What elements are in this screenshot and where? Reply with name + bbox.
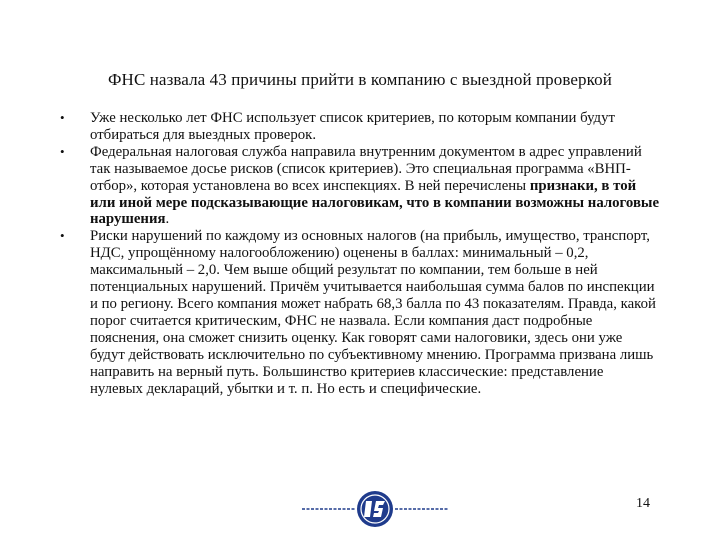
bullet-marker: • [60, 143, 65, 159]
bullet-text: Уже несколько лет ФНС использует список критериев, по которым компании будут отбираться для выездных проверок. [90, 110, 615, 143]
bullet-text-part: Федеральная налоговая служба направила внутренним документом в адрес управлений так называемое досье рисков (список критериев). Это специальная программа «ВНП-отбор», которая установлена во всех инспекциях. В ней перечислены [90, 143, 642, 194]
bullet-text-bold: признаки, в той или иной мере подсказывающие налоговикам, что в компании возможны налоговые нарушения [90, 177, 660, 228]
list-item [60, 228, 660, 397]
page-number: 14 [636, 496, 650, 511]
slide-title: ФНС назвала 43 причины прийти в компанию с выездной проверкой [108, 70, 612, 89]
bullet-text-part: . [165, 211, 170, 228]
bullet-marker: • [60, 110, 65, 125]
bullet-list [60, 110, 660, 397]
bullet-text: Риски нарушений по каждому из основных налогов (на прибыль, имущество, транспорт, НДС, упрощённому налогообложению) оценены в баллах: минимальный – 0,2, максимальный – 2,0. Чем выше общий результат по компании, тем больше в ней потенциальных нарушений. Причём учитывается наибольшая сумма балов по инспекции и по региону. Всего компания может набрать 68,3 балла по 43 показателям. Правда, какой порог считается критическим, ФНС не назвала. Если компания даст подробные пояснения, она сможет снизить оценку. Как говорят сами налоговики, здесь они уже будут действовать исключительно по субъективному мнению. Программа призвана лишь направить на верный путь. Большинство критериев классические: представление нулевых деклараций, убытки и т. п. Но есть и специфические. [90, 228, 656, 397]
list-item [60, 110, 660, 144]
list-item [60, 144, 660, 229]
emblem-logo-icon [300, 490, 450, 530]
bullet-text [90, 144, 660, 229]
bullet-marker: • [60, 228, 65, 244]
